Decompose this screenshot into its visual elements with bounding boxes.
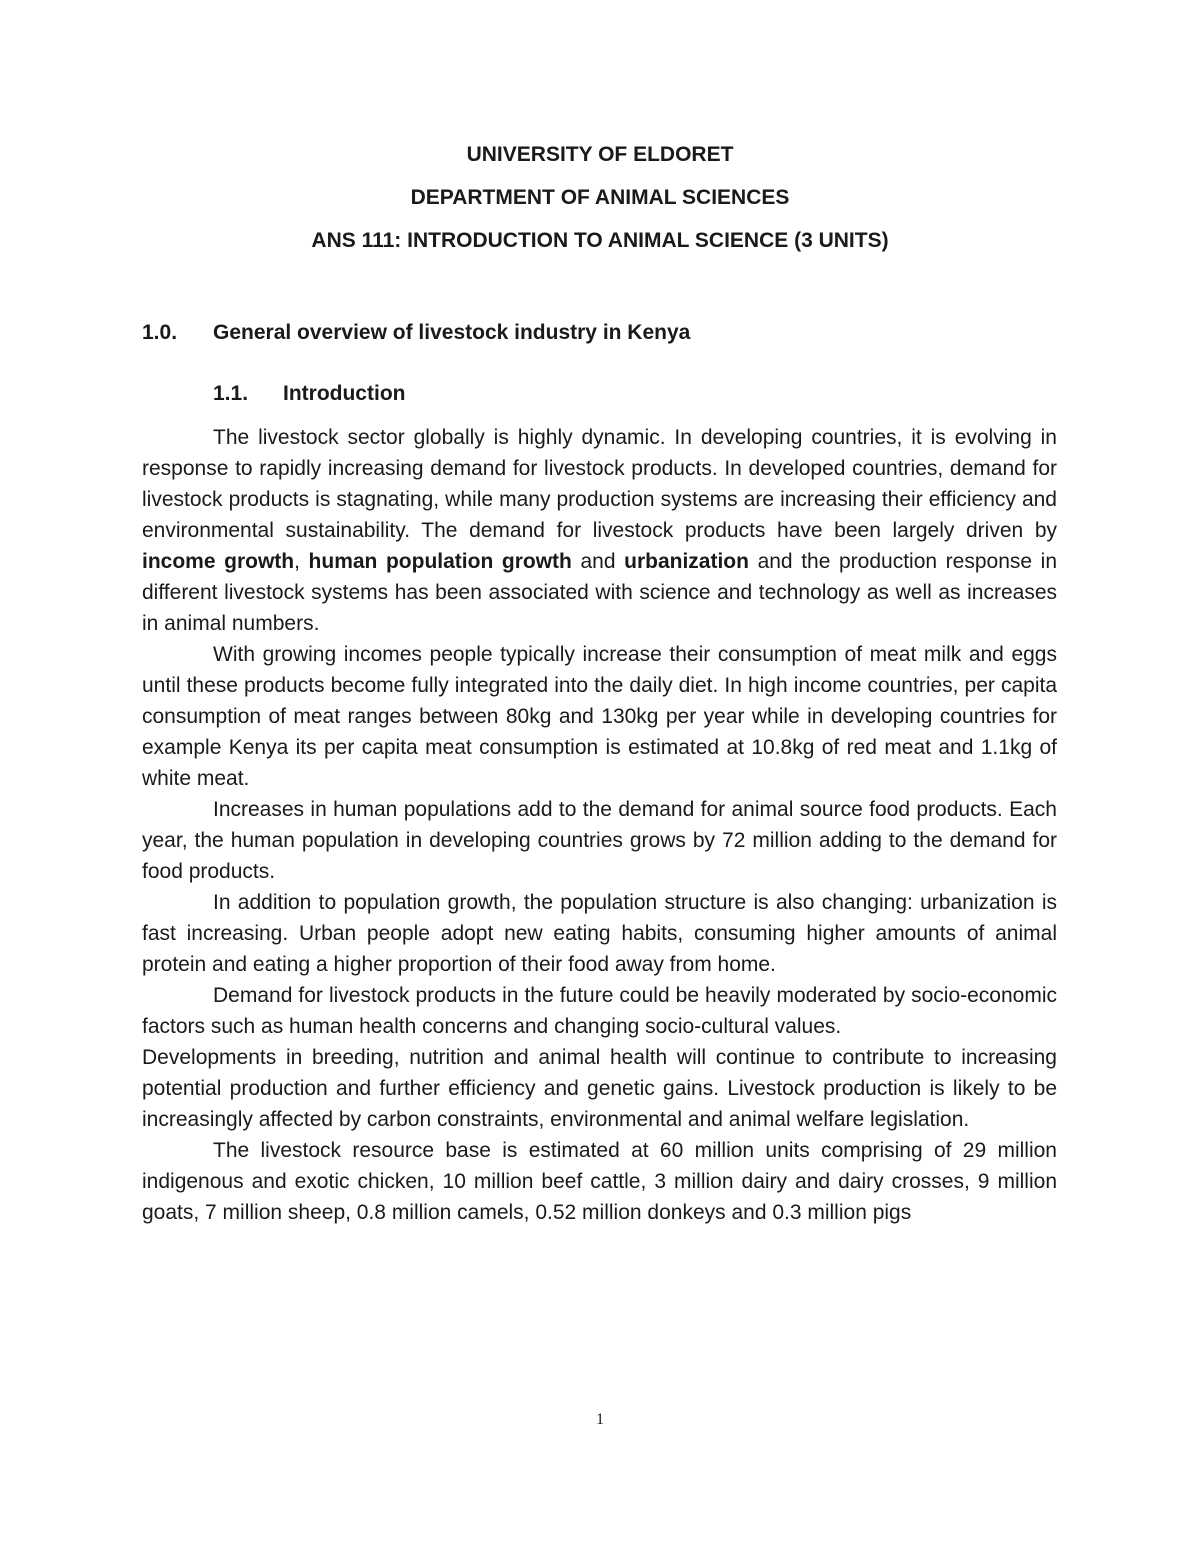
subsection-number: 1.1. [213,382,249,405]
page-number: 1 [596,1411,604,1428]
paragraph-2: With growing incomes people typically increase their consumption of meat milk and eggs until these products become fully integrated into the daily diet. In high income countries, per capita consumption of meat ranges between 80kg and 130kg per year while in developing countries for example Kenya its per capita meat consumption is estimated at 10.8kg of red meat and 1.1kg of white meat. [142,643,1057,790]
university-title: UNIVERSITY OF ELDORET [466,143,734,166]
paragraph-4: In addition to population growth, the population structure is also changing: urbanization is fast increasing. Urban people adopt new eating habits, consuming higher amounts of animal protein and eating a higher proportion of their food away from home. [142,891,1057,976]
paragraph-1-text-e: and the production response in different livestock systems has been associated with science and technology as well as increases in animal numbers. [142,550,1057,635]
bold-urbanization: urbanization [624,550,749,573]
course-title: ANS 111: INTRODUCTION TO ANIMAL SCIENCE (3 UNITS) [311,229,889,252]
paragraph-1-text-c: , [294,550,309,573]
section-title: General overview of livestock industry in Kenya [213,321,691,344]
paragraph-1 [142,422,1057,639]
department-title: DEPARTMENT OF ANIMAL SCIENCES [410,186,790,209]
body-text [142,422,1057,1228]
bold-income-growth: income growth [142,550,295,573]
paragraph-6: Developments in breeding, nutrition and animal health will continue to contribute to increasing potential production and further efficiency and genetic gains. Livestock production is likely to be increasingly affected by carbon constraints, environmental and animal welfare legislation. [142,1046,1057,1131]
bold-human-population-growth: human population growth [308,550,572,573]
paragraph-1-text-d: and [571,550,625,573]
section-number: 1.0. [142,321,178,344]
paragraph-7: The livestock resource base is estimated at 60 million units comprising of 29 million indigenous and exotic chicken, 10 million beef cattle, 3 million dairy and dairy crosses, 9 million goats, 7 million sheep, 0.8 million camels, 0.52 million donkeys and 0.3 million pigs [142,1139,1057,1224]
paragraph-1-text-a: The livestock sector globally is highly dynamic. In developing countries, it is evolving in response to rapidly increasing demand for livestock products. In developed countries, demand for livestock products is stagnating, while many production systems are increasing their efficiency and environmental sustainability. The demand for livestock products have been largely driven by [142,426,1057,542]
section-heading-1-1 [213,382,405,406]
paragraph-5: Demand for livestock products in the future could be heavily moderated by socio-economic factors such as human health concerns and changing socio-cultural values. [142,984,1057,1038]
paragraph-3: Increases in human populations add to the demand for animal source food products. Each year, the human population in developing countries grows by 72 million adding to the demand for food products. [142,798,1057,883]
subsection-title: Introduction [283,382,406,405]
section-heading-1-0 [142,321,690,345]
